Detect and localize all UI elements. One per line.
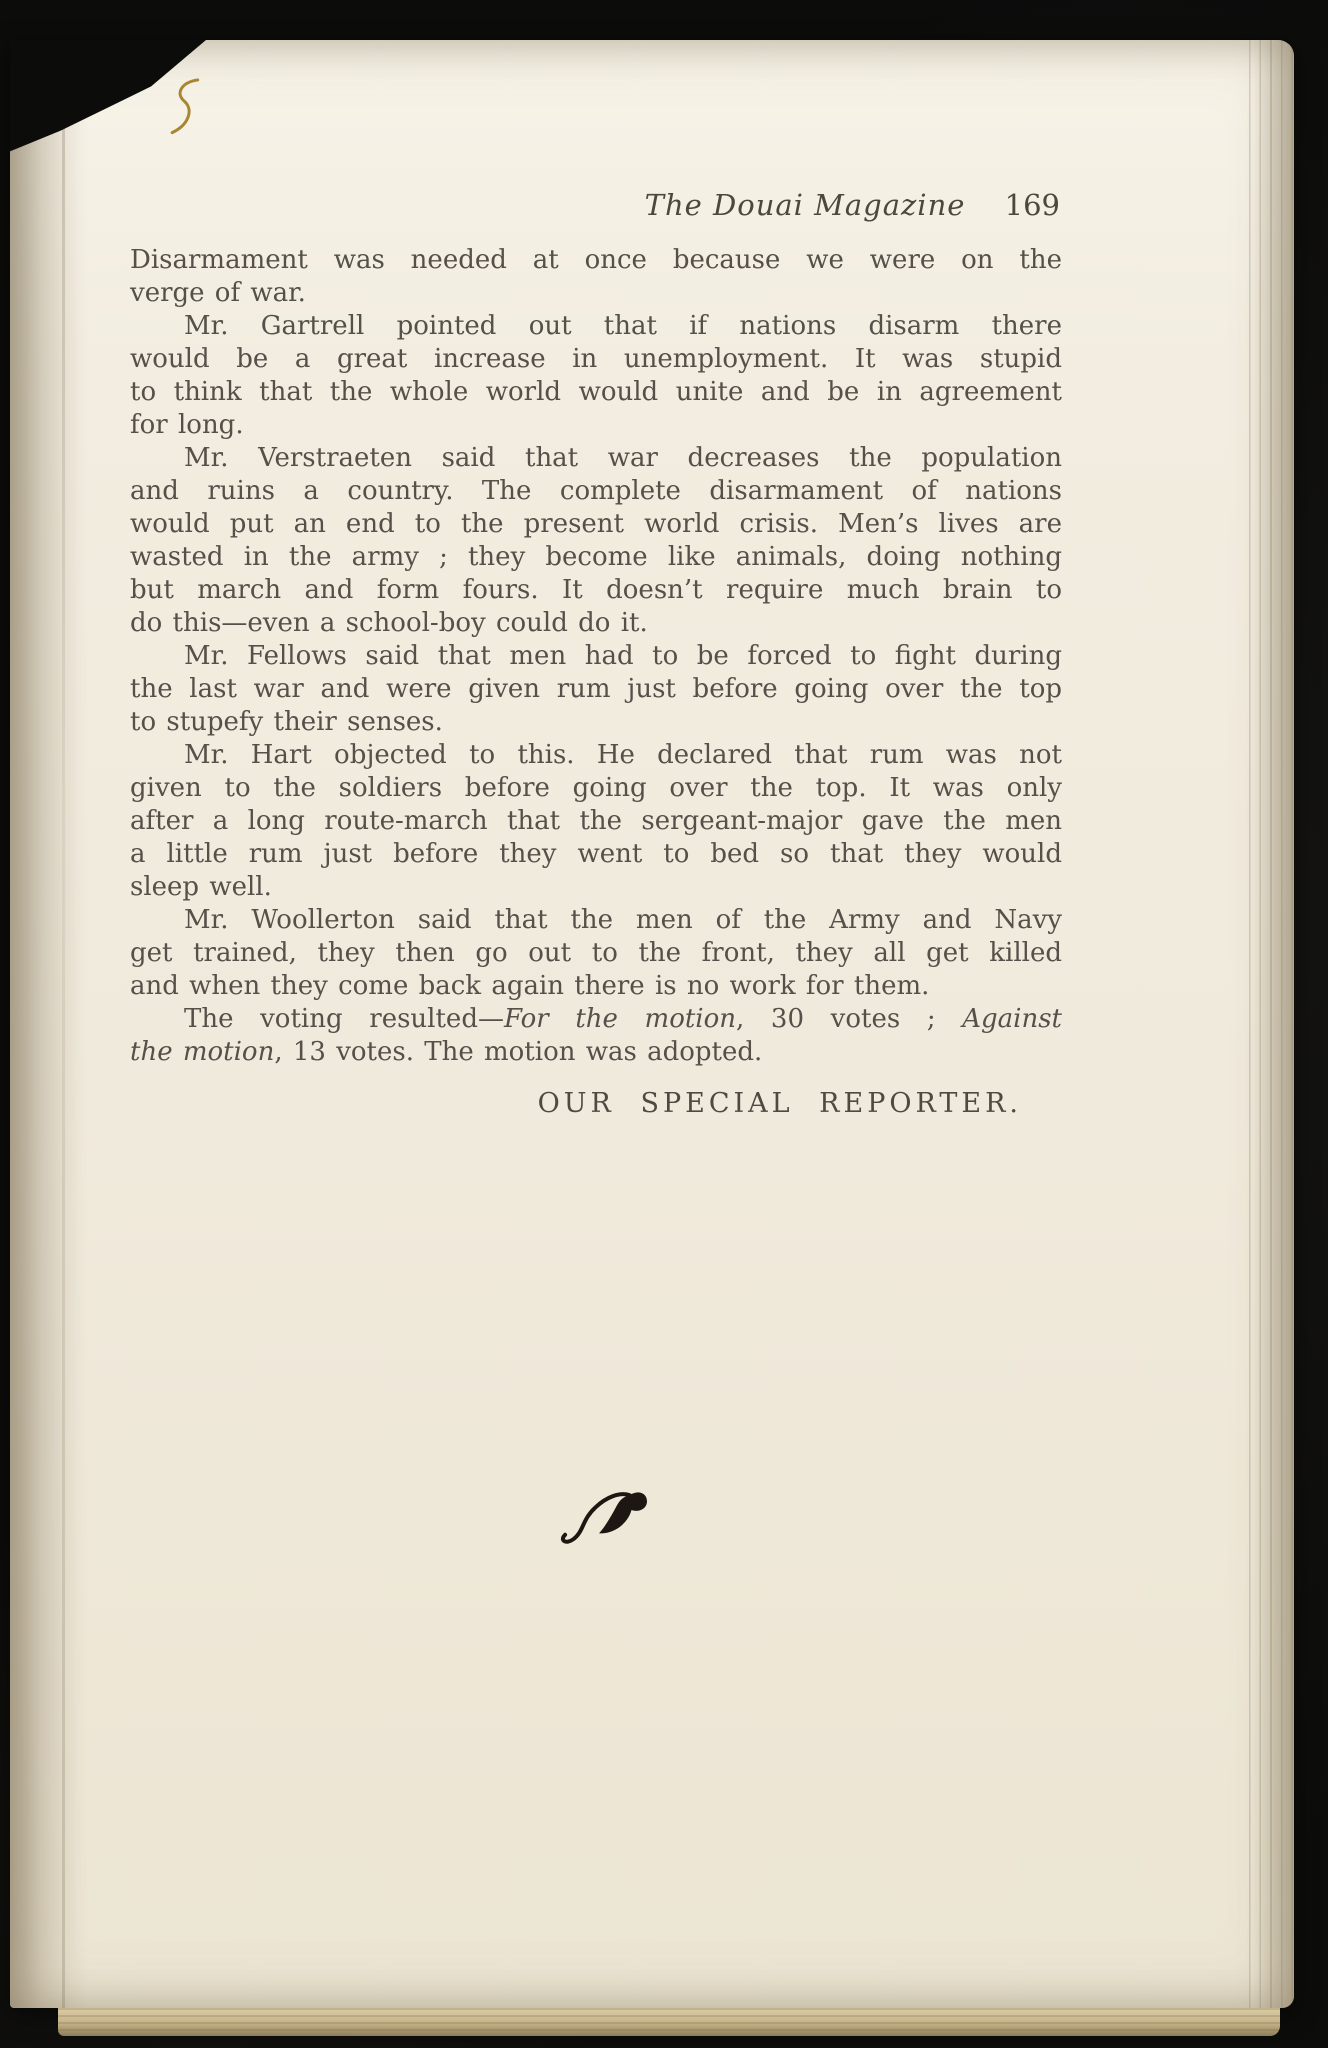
running-head [130, 188, 1062, 222]
paragraph [130, 640, 1062, 739]
reporter-signature: OUR SPECIAL REPORTER. [537, 1088, 1022, 1119]
bottom-page-stack [58, 2008, 1280, 2036]
text-line: Mr. Gartrell pointed out that if nations disarm there [184, 311, 1062, 341]
text-segment: the motion [130, 1037, 275, 1067]
text-line: verge of war. [130, 278, 306, 308]
text-line: but march and form fours. It doesn’t require much brain to [130, 575, 1062, 605]
text-line: would put an end to the present world crisis. Men’s lives are [130, 509, 1062, 539]
text-line: after a long route-march that the sergeant-major gave the men [130, 806, 1062, 836]
journal-title: The Douai Magazine [644, 188, 966, 222]
text-line: Disarmament was needed at once because we were on the [130, 245, 1062, 275]
text-line: to stupefy their senses. [130, 707, 443, 737]
fore-edge-page-stack [1240, 40, 1294, 2008]
text-line: Mr. Woollerton said that the men of the Army and Navy [184, 905, 1062, 935]
text-line: would be a great increase in unemployment. It was stupid [130, 344, 1062, 374]
text-line: given to the soldiers before going over the top. It was only [130, 773, 1062, 803]
paragraph [130, 904, 1062, 1003]
text-segment: The voting resulted— [184, 1004, 504, 1034]
text-line: Mr. Hart objected to this. He declared that rum was not [184, 740, 1062, 770]
paragraph [130, 442, 1062, 640]
paragraph [130, 739, 1062, 904]
text-line: do this—even a school-boy could do it. [130, 608, 648, 638]
page-content [130, 188, 1062, 1120]
text-line [130, 1036, 1062, 1069]
text-line: for long. [130, 410, 244, 440]
text-segment: , 13 votes. The motion was adopted. [274, 1037, 763, 1067]
text-line: and ruins a country. The complete disarmament of nations [130, 476, 1062, 506]
text-line: to think that the whole world would unite and be in agreement [130, 377, 1062, 407]
page-number: 169 [1004, 188, 1060, 222]
paragraph [130, 1003, 1062, 1069]
gutter-shadow [10, 40, 88, 2008]
text-line: Mr. Fellows said that men had to be forced to fight during [184, 641, 1062, 671]
paragraph [130, 244, 1062, 310]
gutter-crease [62, 40, 65, 2008]
text-line: sleep well. [130, 872, 272, 902]
text-line: Mr. Verstraeten said that war decreases the population [184, 443, 1062, 473]
text-line: the last war and were given rum just before going over the top [130, 674, 1062, 704]
text-line [130, 1003, 1062, 1036]
text-line: wasted in the army ; they become like animals, doing nothing [130, 542, 1062, 572]
text-segment: Against [962, 1004, 1063, 1034]
text-segment: For the motion [503, 1004, 737, 1034]
text-line: get trained, they then go out to the front, they all get killed [130, 938, 1062, 968]
fleuron-ornament-icon [554, 1483, 654, 1554]
text-line: and when they come back again there is no work for them. [130, 971, 930, 1001]
paragraph [130, 310, 1062, 442]
text-line: a little rum just before they went to bed so that they would [130, 839, 1062, 869]
article-body [130, 244, 1062, 1120]
text-segment: , 30 votes ; [736, 1004, 963, 1034]
